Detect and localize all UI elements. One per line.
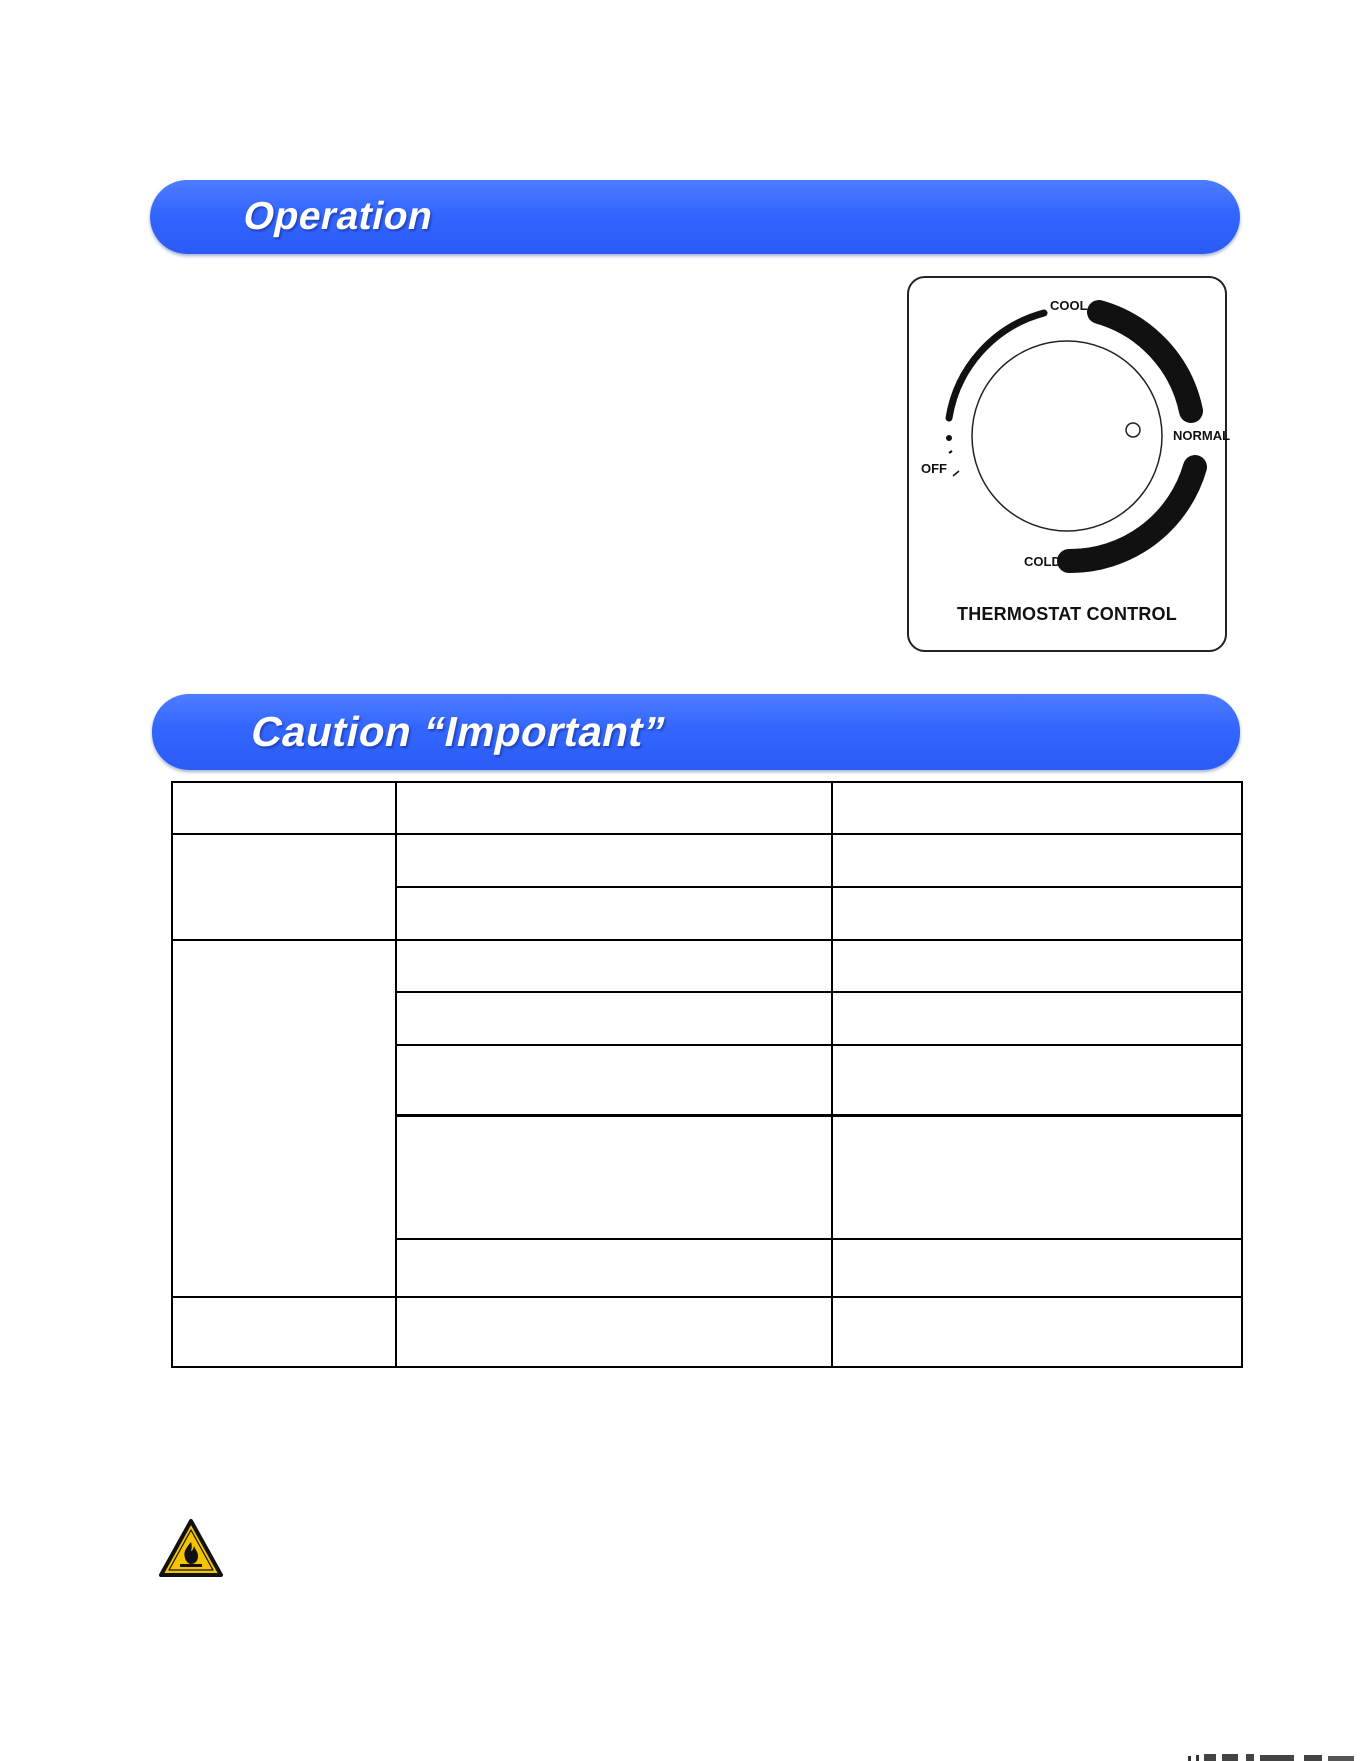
table-cell bbox=[172, 940, 396, 1297]
dial-label-cool: COOL bbox=[1050, 298, 1088, 313]
thermostat-control-diagram bbox=[907, 276, 1231, 652]
thermostat-caption: THERMOSTAT CONTROL bbox=[957, 604, 1177, 624]
table-cell bbox=[396, 834, 832, 887]
flammable-warning-icon bbox=[158, 1518, 224, 1578]
table-row bbox=[172, 834, 1242, 887]
operation-section-banner bbox=[150, 180, 1240, 254]
footer-scan-marks bbox=[1188, 1752, 1358, 1761]
table-header-cell bbox=[396, 782, 832, 834]
table-cell bbox=[832, 940, 1242, 992]
table-cell bbox=[832, 887, 1242, 940]
table-row bbox=[172, 1297, 1242, 1367]
thermostat-dial-graphic bbox=[909, 278, 1229, 654]
table-header-row bbox=[172, 782, 1242, 834]
dial-label-normal: NORMAL bbox=[1173, 428, 1231, 443]
table-cell bbox=[832, 1045, 1242, 1115]
dial-label-cold: COLD bbox=[1024, 554, 1061, 569]
table-cell bbox=[172, 1297, 396, 1367]
caution-section-banner bbox=[152, 694, 1240, 770]
dial-label-off: OFF bbox=[921, 461, 947, 476]
table-cell bbox=[396, 1115, 832, 1239]
table-header-cell bbox=[832, 782, 1242, 834]
table-cell bbox=[832, 1115, 1242, 1239]
table-cell bbox=[396, 1297, 832, 1367]
table-cell bbox=[832, 1297, 1242, 1367]
table-cell bbox=[172, 834, 396, 940]
caution-table bbox=[171, 781, 1243, 1368]
table-cell bbox=[396, 992, 832, 1045]
table-cell bbox=[396, 1239, 832, 1297]
table-cell bbox=[396, 887, 832, 940]
dial-indicator-mark bbox=[1126, 423, 1140, 437]
table-cell bbox=[832, 992, 1242, 1045]
off-dot bbox=[946, 435, 952, 441]
operation-section-title: Operation bbox=[239, 195, 438, 238]
table-cell bbox=[396, 940, 832, 992]
table-cell bbox=[396, 1045, 832, 1115]
caution-section-title: Caution “Important” bbox=[247, 708, 671, 755]
table-row bbox=[172, 940, 1242, 992]
table-header-cell bbox=[172, 782, 396, 834]
table-cell bbox=[832, 834, 1242, 887]
table-cell bbox=[832, 1239, 1242, 1297]
